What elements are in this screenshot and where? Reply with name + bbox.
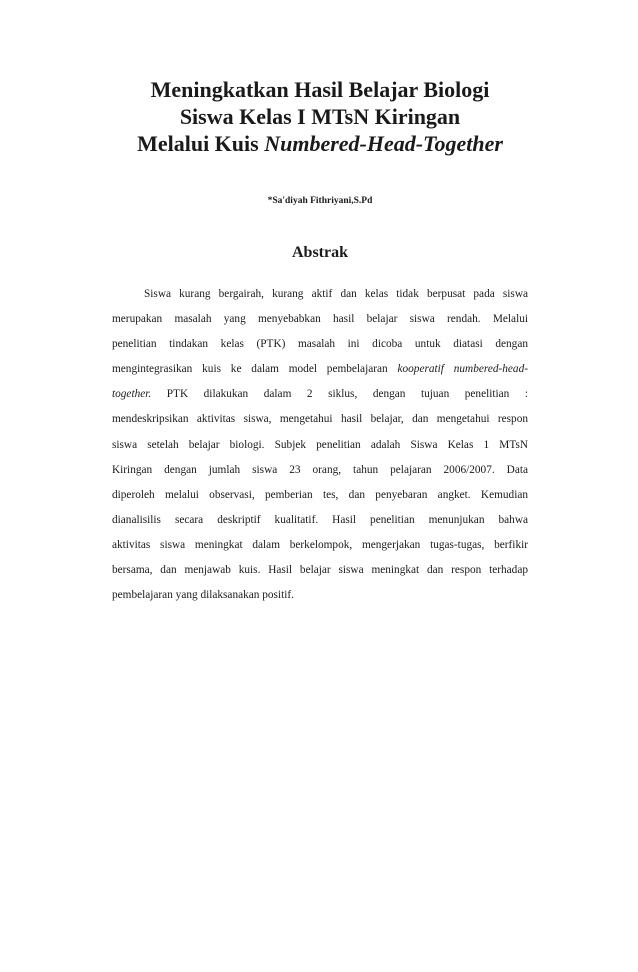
- title-line-3-prefix: Melalui Kuis: [137, 131, 265, 156]
- abstract-line: Kiringan dengan jumlah siswa 23 orang, tahun pelajaran 2006/2007. Data: [112, 463, 528, 476]
- abstract-line: pembelajaran yang dilaksanakan positif.: [112, 589, 294, 602]
- abstract-line: dianalisilis secara deskriptif kualitatif. Hasil penelitian menunjukan bahwa: [112, 513, 528, 526]
- abstract-line: merupakan masalah yang menyebabkan hasil belajar siswa rendah. Melalui: [112, 313, 528, 326]
- abstract-line: together. PTK dilakukan dalam 2 siklus, dengan tujuan penelitian :: [112, 388, 528, 401]
- title-line-3: [100, 130, 540, 157]
- abstract-line: aktivitas siswa meningkat dalam berkelompok, mengerjakan tugas-tugas, berfikir: [112, 538, 528, 551]
- title-line-2: Siswa Kelas I MTsN Kiringan: [179, 104, 461, 129]
- author-name: *Sa'diyah Fithriyani,S.Pd: [267, 196, 373, 206]
- paper-title: [100, 76, 540, 157]
- abstract-line: mendeskripsikan aktivitas siswa, mengetahui hasil belajar, dan mengetahui respon: [112, 413, 528, 426]
- abstract-line: mengintegrasikan kuis ke dalam model pembelajaran kooperatif numbered-head-: [112, 363, 528, 376]
- abstract-line: penelitian tindakan kelas (PTK) masalah ini dicoba untuk diatasi dengan: [112, 338, 528, 351]
- abstract-line: diperoleh melalui observasi, pemberian tes, dan penyebaran angket. Kemudian: [112, 488, 528, 501]
- abstract-line: bersama, dan menjawab kuis. Hasil belajar siswa meningkat dan respon terhadap: [112, 564, 528, 577]
- abstract-body: [112, 282, 528, 608]
- abstract-heading: Abstrak: [291, 244, 348, 261]
- abstract-line: siswa setelah belajar biologi. Subjek penelitian adalah Siswa Kelas 1 MTsN: [112, 438, 528, 451]
- title-line-1: Meningkatkan Hasil Belajar Biologi: [150, 77, 490, 102]
- title-line-3-italic: Numbered-Head-Together: [264, 131, 503, 156]
- abstract-line: Siswa kurang bergairah, kurang aktif dan kelas tidak berpusat pada siswa: [144, 288, 528, 300]
